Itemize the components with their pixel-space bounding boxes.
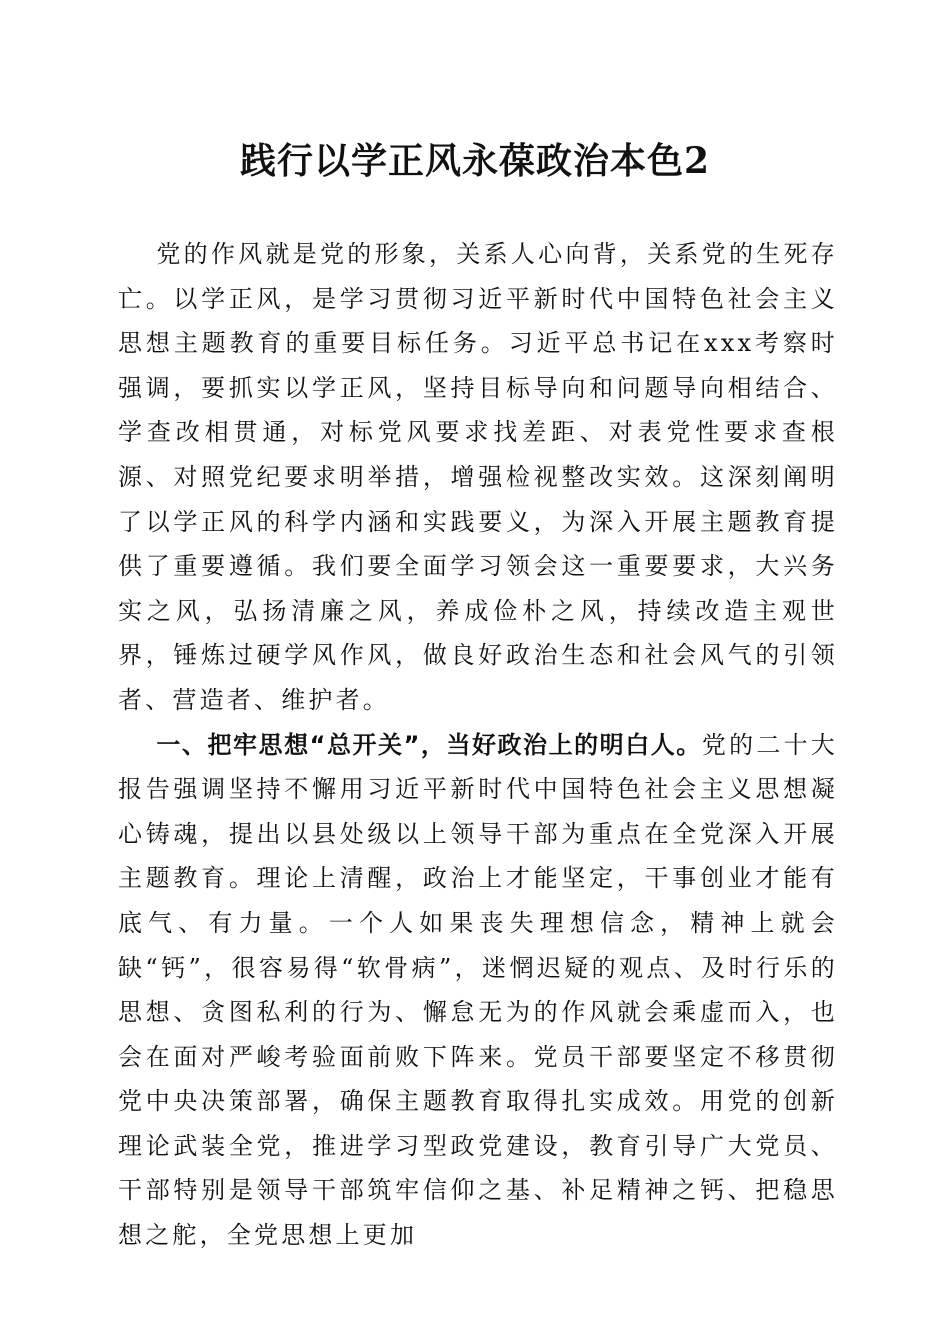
document-title: 践行以学正风永葆政治本色2: [239, 140, 711, 182]
section-one-text: 党的二十大报告强调坚持不懈用习近平新时代中国特色社会主义思想凝心铸魂，提出以县处级以上领导干部为重点在全党深入开展主题教育。理论上清醒，政治上才能坚定，干事创业才能有底气、有力量。一个人如果丧失理想信念，精神上就会缺“钙”，很容易得“软骨病”，迷惘迟疑的观点、及时行乐的思想、贪图私利的行为、懈怠无为的作风就会乘虚而入，也会在面对严峻考验面前败下阵来。党员干部要坚定不移贯彻党中央决策部署，确保主题教育取得扎实成效。用党的创新理论武装全党，推进学习型政党建设，教育引导广大党员、干部特别是领导干部筑牢信仰之基、补足精神之钙、把稳思想之舵，全党思想上更加: [118, 730, 839, 1250]
paragraph-intro-text: 党的作风就是党的形象，关系人心向背，关系党的生死存亡。以学正风，是学习贯彻习近平新时代中国特色社会主义思想主题教育的重要目标任务。习近平总书记在xxx考察时强调，要抓实以学正风，坚持目标导向和问题导向相结合、学查改相贯通，对标党风要求找差距、对表党性要求查根源、对照党纪要求明举措，增强检视整改实效。这深刻阐明了以学正风的科学内涵和实践要义，为深入开展主题教育提供了重要遵循。我们要全面学习领会这一重要要求，大兴务实之风，弘扬清廉之风，养成俭朴之风，持续改造主观世界，锤炼过硬学风作风，做良好政治生态和社会风气的引领者、营造者、维护者。: [118, 240, 838, 714]
document-body: [118, 232, 838, 1258]
paragraph-intro: [118, 232, 838, 723]
section-one-heading: 一、把牢思想“总开关”，当好政治上的明白人。: [156, 730, 702, 759]
paragraph-section-one: [118, 723, 838, 1258]
